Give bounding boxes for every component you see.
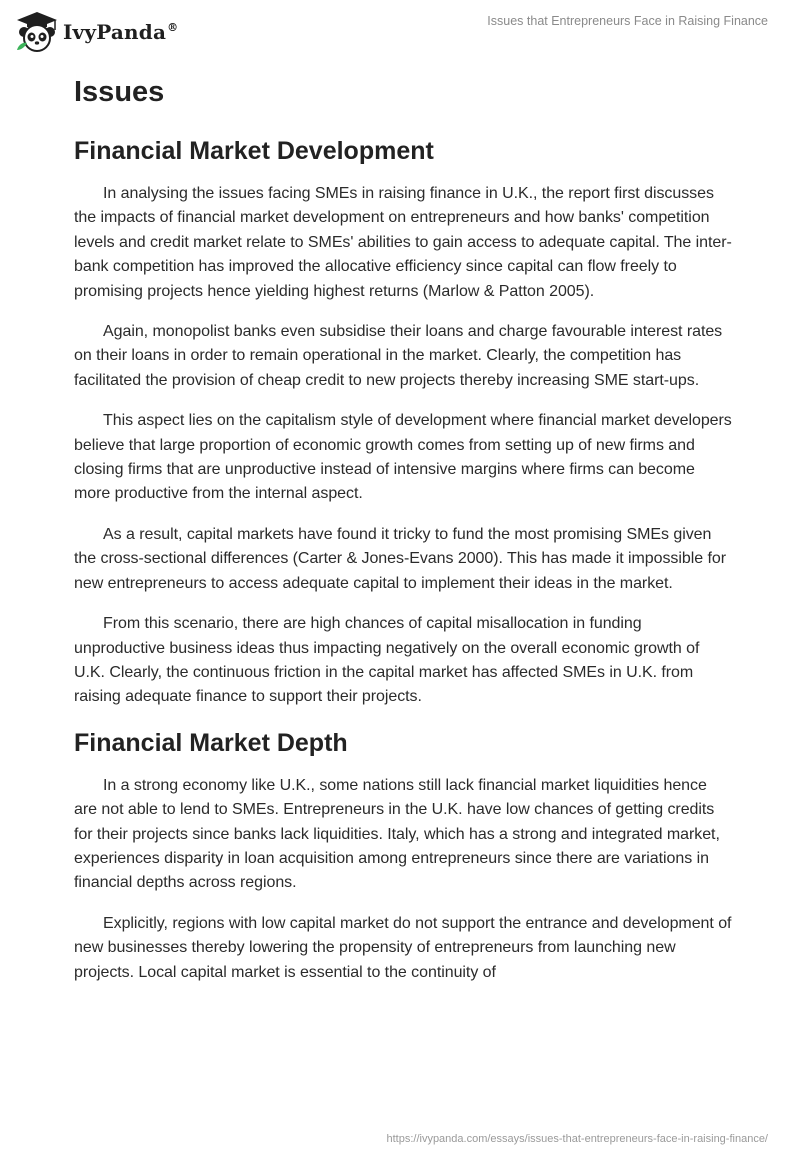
source-url[interactable]: https://ivypanda.com/essays/issues-that-entrepreneurs-face-in-raising-finance/	[386, 1133, 768, 1145]
paragraph: This aspect lies on the capitalism style of development where financial market developers believe that large proportion of economic growth comes from setting up of new firms and closing firms that are unproductive instead of intensive margins where firms can become more productive from the internal aspect.	[74, 412, 732, 503]
document-title: Issues that Entrepreneurs Face in Raising Finance	[487, 14, 768, 28]
page-header	[0, 0, 800, 60]
brand-name: IvyPanda®	[63, 20, 179, 44]
ivypanda-logo[interactable]	[15, 10, 178, 54]
panda-graduate-icon	[15, 10, 59, 54]
paragraph: Again, monopolist banks even subsidise their loans and charge favourable interest rates on their loans in order to remain operational in the market. Clearly, the competition has facilitated the provision of cheap credit to new projects thereby increasing SME start-ups.	[74, 323, 723, 389]
paragraph: In a strong economy like U.K., some nations still lack financial market liquidities hence are not able to lend to SMEs. Entrepreneurs in the U.K. have low chances of getting credits for their projects since banks lack liquidities. Italy, which has a strong and integrated market, experiences disparity in loan acquisition among entrepreneurs since there are variations in financial depths across regions.	[74, 776, 720, 892]
paragraph: From this scenario, there are high chances of capital misallocation in funding unproductive business ideas thus impacting negatively on the overall economic growth of U.K. Clearly, the continuous friction in the capital market has affected SMEs in U.K. from raising adequate finance to support their projects.	[74, 615, 700, 706]
paragraph: As a result, capital markets have found it tricky to fund the most promising SMEs given the cross-sectional differences (Carter & Jones-Evans 2000). This has made it impossible for new entrepreneurs to access adequate capital to implement their ideas in the market.	[74, 525, 726, 592]
page-title: Issues	[74, 76, 165, 108]
section-heading: Financial Market Depth	[74, 728, 348, 757]
article-body	[74, 70, 734, 1001]
section-heading: Financial Market Development	[74, 137, 434, 165]
paragraph: In analysing the issues facing SMEs in raising finance in U.K., the report first discusses the impacts of financial market development on entrepreneurs and how banks' competition levels and credit market relate to SMEs' abilities to gain access to adequate capital. The inter-bank competition has improved the allocative efficiency since capital can flow freely to promising projects hence yielding highest returns (Marlow & Patton 2005).	[74, 185, 732, 300]
paragraph: Explicitly, regions with low capital market do not support the entrance and development of new businesses thereby lowering the propensity of entrepreneurs from launching new projects. Local capital market is essential to the continuity of	[74, 914, 732, 981]
